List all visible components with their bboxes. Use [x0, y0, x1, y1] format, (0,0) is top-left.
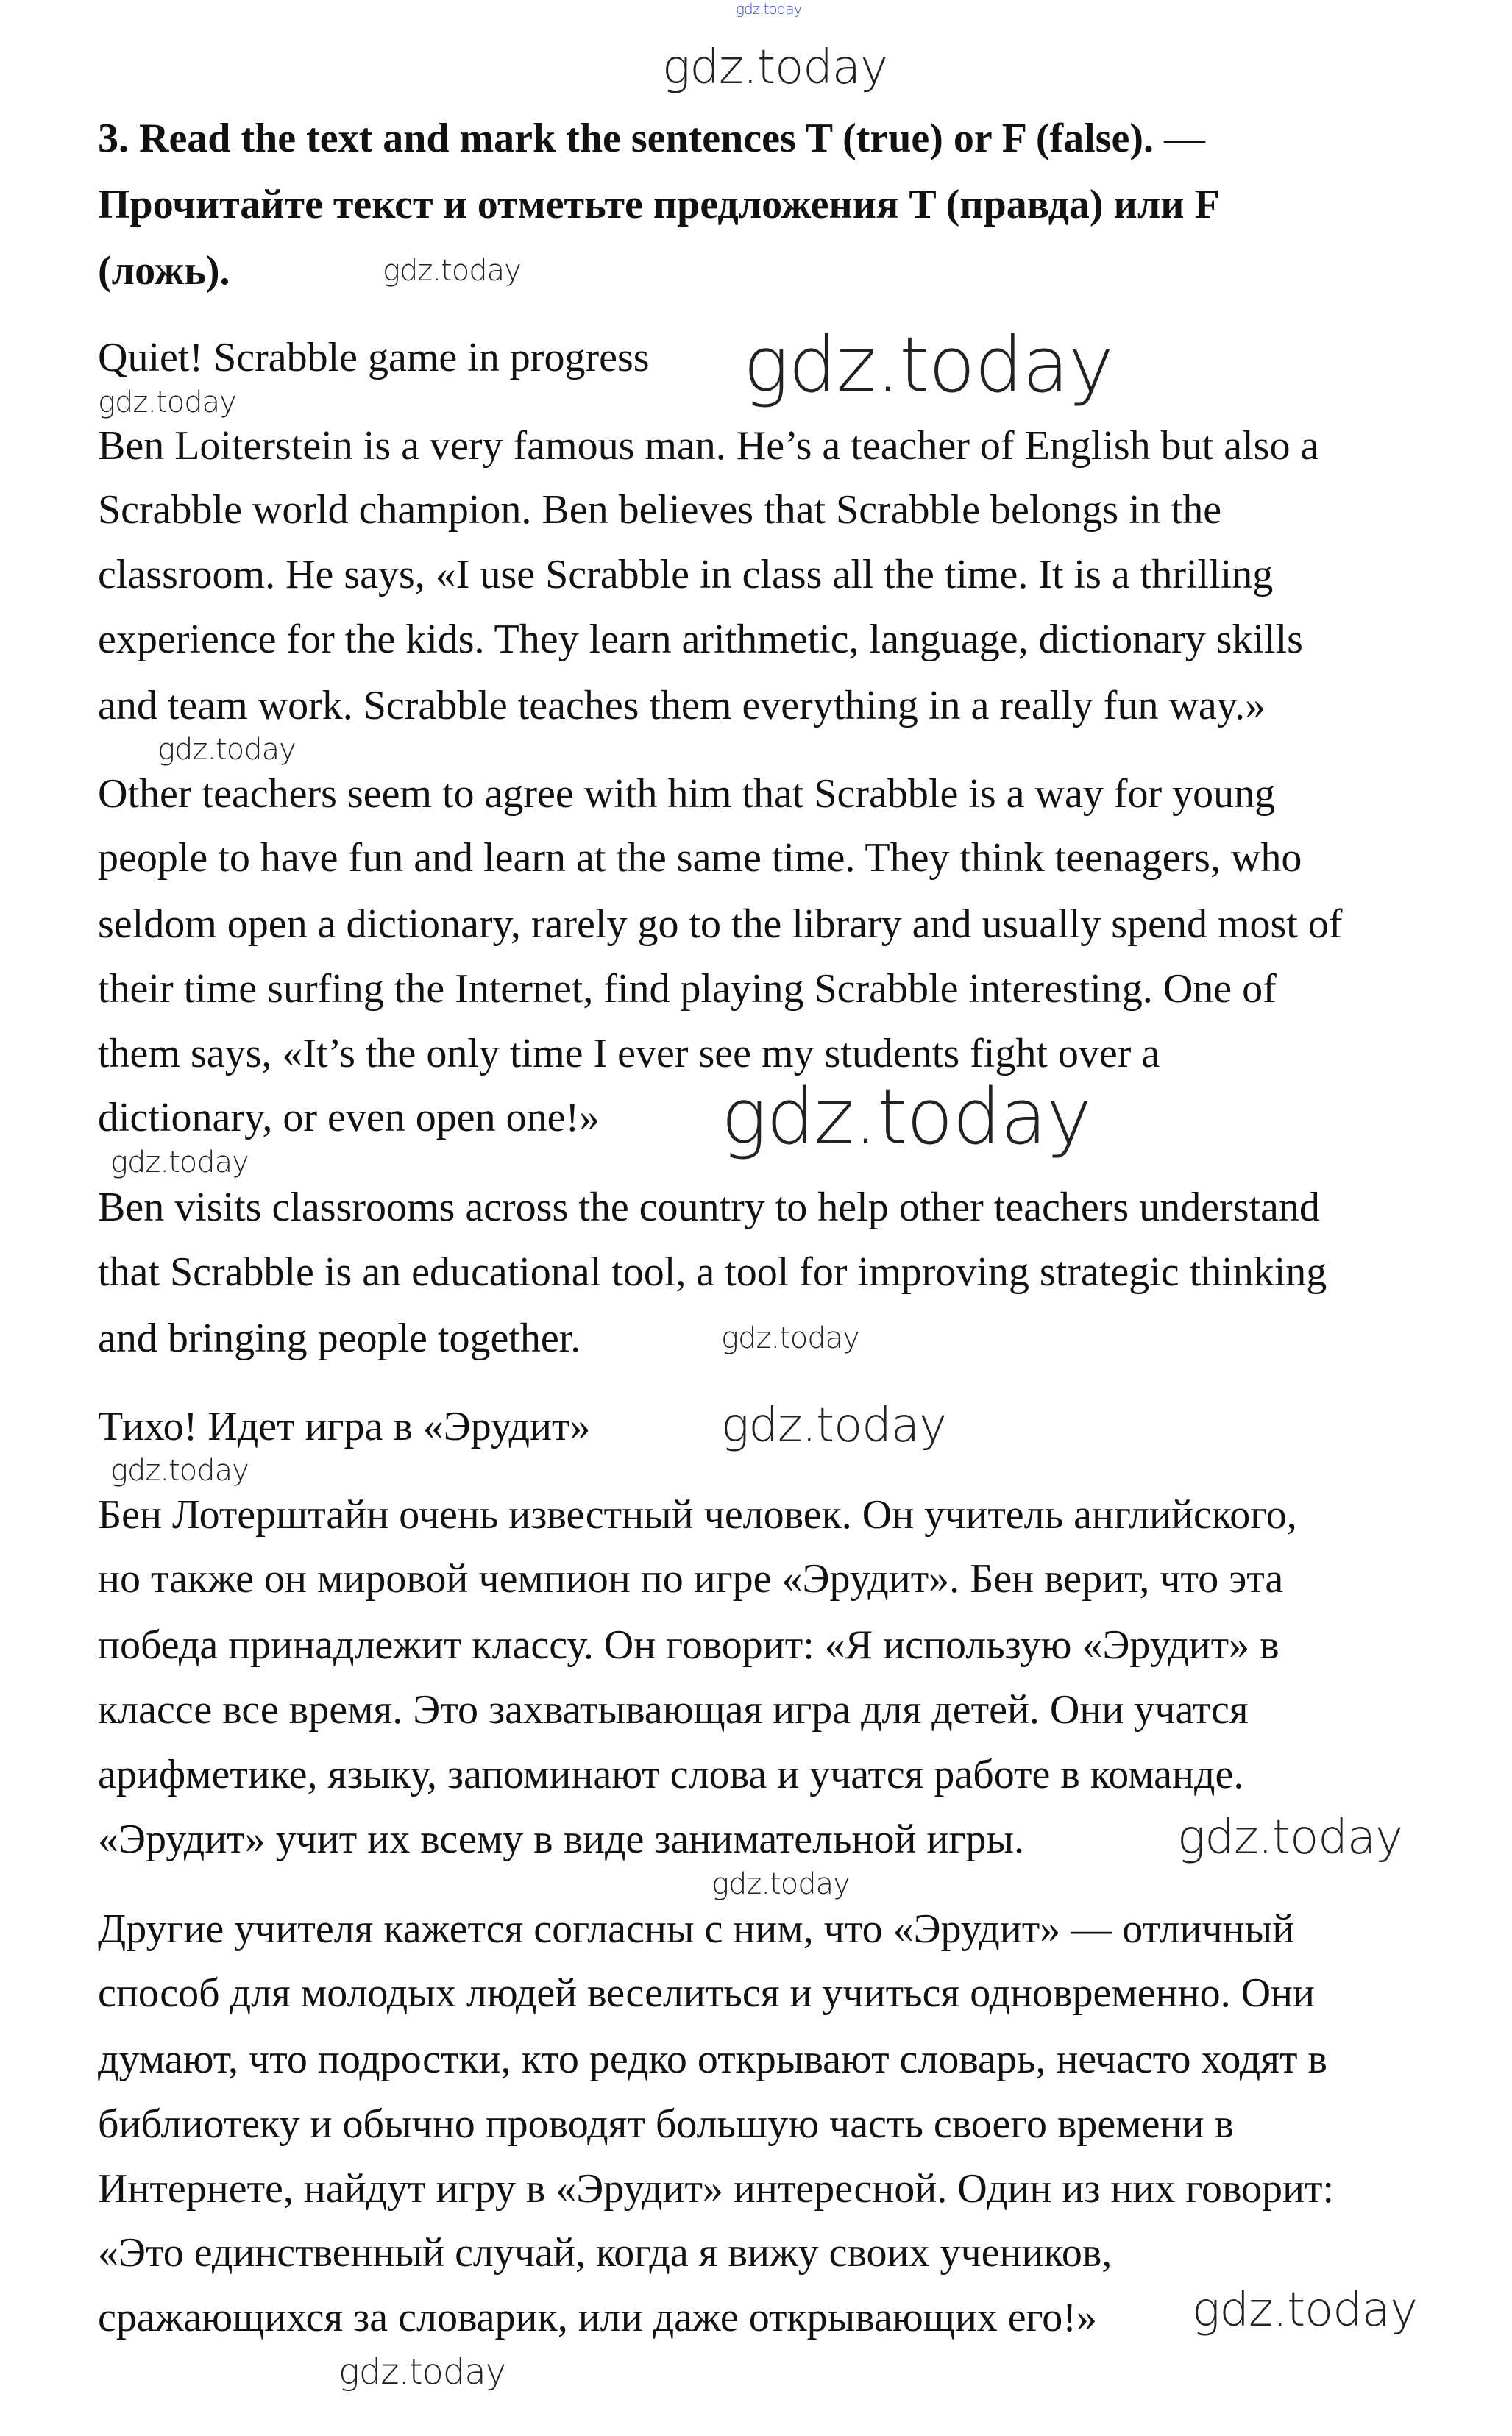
watermark: gdz.today: [743, 320, 1113, 410]
text-line: Другие учителя кажется согласны с ним, что «Эрудит» — отличный: [98, 1906, 1295, 1952]
watermark: gdz.today: [98, 386, 236, 419]
text-line: that Scrabble is an educational tool, a tool for improving strategic thinking: [98, 1249, 1327, 1295]
text-line: classroom. He says, «I use Scrabble in class all the time. It is a thrilling: [98, 552, 1274, 597]
text-line: Интернете, найдут игру в «Эрудит» интересной. Один из них говорит:: [98, 2166, 1335, 2212]
text-line: people to have fun and learn at the same time. They think teenagers, who: [98, 835, 1302, 881]
watermark: gdz.today: [662, 40, 887, 95]
heading-line: (ложь).: [98, 248, 230, 294]
text-line: experience for the kids. They learn arithmetic, language, dictionary skills: [98, 617, 1303, 662]
text-line: Ben Loiterstein is a very famous man. He’s a teacher of English but also a: [98, 423, 1319, 469]
text-line: арифметике, языку, запоминают слова и учатся работе в команде.: [98, 1752, 1244, 1797]
watermark: gdz.today: [736, 0, 802, 18]
text-line: Scrabble world champion. Ben believes that Scrabble belongs in the: [98, 487, 1222, 533]
watermark: gdz.today: [383, 254, 521, 288]
text-line: «Эрудит» учит их всему в виде занимательной игры.: [98, 1817, 1025, 1862]
text-line: способ для молодых людей веселиться и учиться одновременно. Они: [98, 1970, 1315, 2016]
watermark: gdz.today: [157, 733, 296, 767]
text-line: победа принадлежит классу. Он говорит: «Я использую «Эрудит» в: [98, 1622, 1279, 1668]
watermark: gdz.today: [721, 1072, 1091, 1162]
watermark: gdz.today: [1192, 2283, 1417, 2337]
watermark: gdz.today: [110, 1146, 249, 1179]
text-line: and bringing people together.: [98, 1315, 581, 1361]
text-line: сражающихся за словарик, или даже открывающих его!»: [98, 2295, 1097, 2340]
watermark: gdz.today: [721, 1321, 859, 1355]
text-line: Ben visits classrooms across the country to help other teachers understand: [98, 1185, 1320, 1230]
text-line: them says, «It’s the only time I ever see my students fight over a: [98, 1031, 1160, 1076]
watermark: gdz.today: [110, 1454, 249, 1488]
text-line: «Это единственный случай, когда я вижу своих учеников,: [98, 2230, 1112, 2276]
text-line: Бен Лотерштайн очень известный человек. Он учитель английского,: [98, 1492, 1297, 1538]
text-line: dictionary, or even open one!»: [98, 1095, 600, 1140]
watermark: gdz.today: [338, 2351, 506, 2393]
text-line: seldom open a dictionary, rarely go to the library and usually spend most of: [98, 901, 1343, 947]
watermark: gdz.today: [711, 1867, 850, 1901]
text-line: their time surfing the Internet, find playing Scrabble interesting. One of: [98, 966, 1277, 1012]
english-title: Quiet! Scrabble game in progress: [98, 335, 650, 380]
text-line: думают, что подростки, кто редко открывают словарь, нечасто ходят в: [98, 2036, 1327, 2082]
watermark: gdz.today: [1177, 1811, 1402, 1865]
text-line: Other teachers seem to agree with him that Scrabble is a way for young: [98, 771, 1276, 817]
russian-title: Тихо! Идет игра в «Эрудит»: [98, 1404, 591, 1449]
heading-line: 3. Read the text and mark the sentences T (true) or F (false). —: [98, 116, 1206, 161]
watermark: gdz.today: [721, 1399, 946, 1453]
text-line: and team work. Scrabble teaches them everything in a really fun way.»: [98, 683, 1266, 728]
text-line: но также он мировой чемпион по игре «Эрудит». Бен верит, что эта: [98, 1556, 1284, 1602]
text-line: библиотеку и обычно проводят большую часть своего времени в: [98, 2101, 1234, 2147]
text-line: классе все время. Это захватывающая игра для детей. Они учатся: [98, 1687, 1249, 1733]
heading-line: Прочитайте текст и отметьте предложения T (правда) или F: [98, 182, 1220, 227]
